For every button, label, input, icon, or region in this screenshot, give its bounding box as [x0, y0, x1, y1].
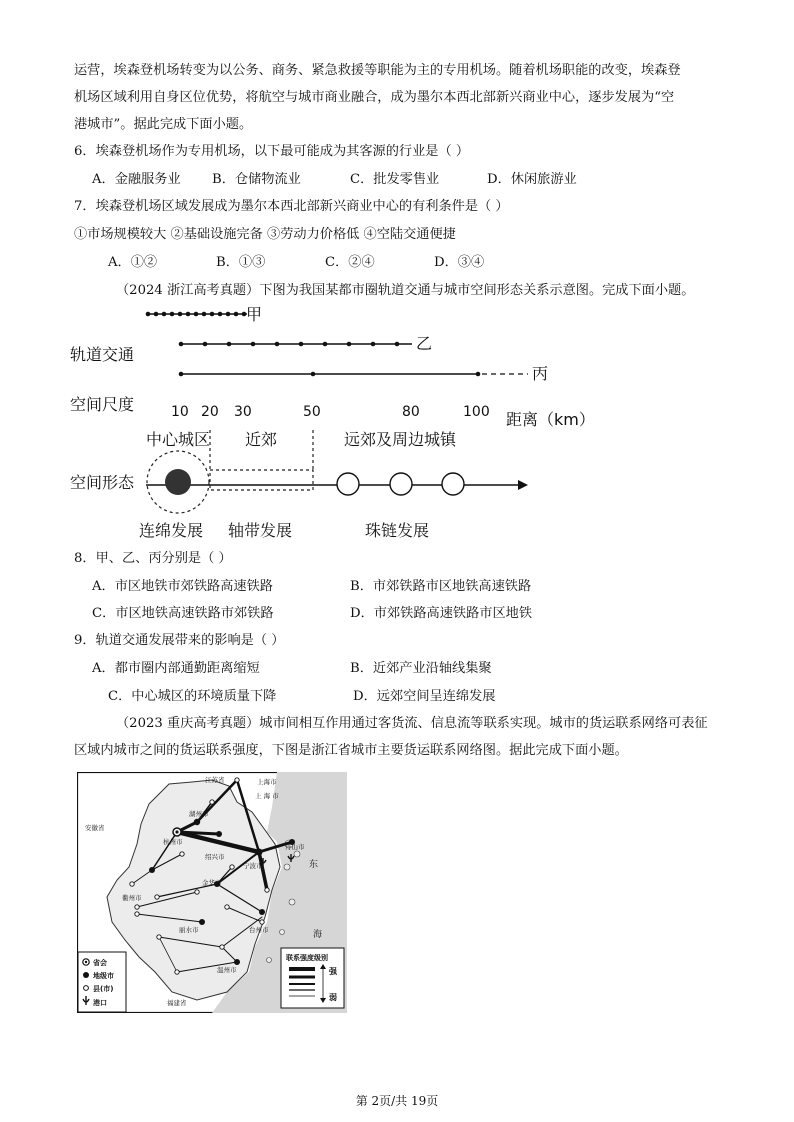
- zone-near: 近郊: [245, 430, 278, 449]
- rail-station-1: [347, 342, 352, 347]
- label-shaoxing: 绍兴市: [205, 853, 225, 861]
- rail-station-1: [371, 342, 376, 347]
- zhejiang-freight-map: [77, 772, 347, 1013]
- label-rail: 轨道交通: [70, 345, 135, 364]
- label-wenzhou: 温州市: [217, 966, 237, 974]
- strength-legend: [281, 948, 344, 1008]
- tick-80: 80: [402, 404, 420, 420]
- outer-town-2: [390, 473, 412, 495]
- q6-option-a[interactable]: A．金融服务业: [92, 172, 181, 187]
- svg-text:强: 强: [329, 967, 337, 976]
- rail-station-0: [194, 312, 199, 317]
- rail-station-0: [210, 312, 215, 317]
- intro-line-1: 运营，埃森登机场转变为以公务、商务、紧急救援等职能为主的专用机场。随着机场职能的改变，埃森登: [74, 63, 681, 78]
- line-name-bing: 丙: [532, 364, 549, 383]
- page-footer: 第 2页/共 19页: [355, 1094, 439, 1108]
- form-axial: 轴带发展: [228, 521, 293, 540]
- q7-option-c[interactable]: C．②④: [325, 255, 375, 270]
- rail-station-0: [170, 312, 175, 317]
- q7-conditions: ①市场规模较大 ②基础设施完备 ③劳动力价格低 ④空陆交通便捷: [74, 227, 456, 242]
- svg-text:弱: 弱: [329, 993, 337, 1002]
- tick-10: 10: [171, 404, 189, 420]
- rail-station-0: [178, 312, 183, 317]
- label-fujian: 福建省: [167, 999, 187, 1007]
- legend-box: [78, 952, 126, 1012]
- label-sea: 海: [313, 930, 323, 940]
- label-east: 东: [309, 860, 319, 870]
- label-jiangsu: 江苏省: [205, 776, 225, 784]
- q9-option-d[interactable]: D．远郊空间呈连绵发展: [353, 689, 496, 704]
- rail-station-0: [186, 312, 191, 317]
- q8-option-a[interactable]: A．市区地铁市郊铁路高速铁路: [92, 579, 273, 594]
- q6-option-d[interactable]: D．休闲旅游业: [487, 172, 577, 187]
- intro3-line-1: （2023 重庆高考真题）城市间相互作用通过客货流、信息流等联系实现。城市的货运联系网络可表征: [116, 716, 708, 731]
- intro2: （2024 浙江高考真题）下图为我国某都市圈轨道交通与城市空间形态关系示意图。完成下面小题。: [116, 283, 695, 298]
- q6-option-c[interactable]: C．批发零售业: [350, 172, 440, 187]
- intro-line-3: 港城市”。据此完成下面小题。: [74, 117, 253, 132]
- label-scale: 空间尺度: [70, 395, 135, 414]
- rail-station-0: [218, 312, 223, 317]
- near-suburb-box: [210, 470, 313, 490]
- axis-label: 距离（km）: [506, 410, 595, 429]
- q6-stem: 6．埃森登机场作为专用机场，以下最可能成为其客源的行业是（ ）: [74, 144, 470, 159]
- zone-center: 中心城区: [146, 430, 211, 449]
- q8-option-b[interactable]: B．市郊铁路市区地铁高速铁路: [350, 579, 532, 594]
- rail-station-0: [162, 312, 167, 317]
- q9-option-a[interactable]: A．都市圈内部通勤距离缩短: [92, 661, 260, 676]
- q9-stem: 9．轨道交通发展带来的影响是（ ）: [74, 633, 285, 648]
- label-ningbo: 宁波市: [243, 862, 263, 870]
- svg-text:联系强度级别: 联系强度级别: [286, 954, 328, 962]
- line-name-jia: 甲: [246, 305, 263, 324]
- label-zhoushan: 舟山市: [285, 843, 305, 851]
- form-axis-arrow: [518, 480, 528, 490]
- form-bead: 珠链发展: [365, 521, 430, 540]
- label-quzhou: 衢州市: [122, 894, 142, 902]
- rail-station-1: [203, 342, 208, 347]
- intro-line-2: 机场区域利用自身区位优势，将航空与城市商业融合，成为墨尔本西北部新兴商业中心，逐步发展为“空: [74, 90, 675, 105]
- rail-station-0: [146, 312, 151, 317]
- tick-100: 100: [463, 404, 490, 420]
- intro3-line-2: 区域内城市之间的货运联系强度，下图是浙江省城市主要货运联系网络图。据此完成下面小题。: [74, 743, 628, 758]
- q8-option-d[interactable]: D．市郊铁路高速铁路市区地铁: [350, 606, 533, 621]
- rail-station-1: [251, 342, 256, 347]
- q9-option-b[interactable]: B．近郊产业沿轴线集聚: [350, 661, 492, 676]
- svg-text:省会: 省会: [93, 959, 107, 967]
- line-name-yi: 乙: [416, 334, 433, 353]
- q8-stem: 8．甲、乙、丙分别是（ ）: [74, 551, 232, 566]
- rail-station-2: [476, 372, 481, 377]
- svg-text:港口: 港口: [93, 999, 107, 1007]
- rail-lines-group: [146, 312, 528, 377]
- svg-text:县(市): 县(市): [93, 985, 114, 993]
- q9-option-c[interactable]: C．中心城区的环境质量下降: [108, 689, 277, 704]
- svg-text:地级市: 地级市: [93, 972, 114, 980]
- center-core: [165, 469, 191, 495]
- q6-option-b[interactable]: B．仓储物流业: [212, 172, 301, 187]
- q7-option-d[interactable]: D．③④: [434, 255, 485, 270]
- label-shanghai-city: 上海市: [257, 778, 277, 786]
- rail-station-1: [275, 342, 280, 347]
- rail-station-1: [395, 342, 400, 347]
- q8-option-c[interactable]: C．市区地铁高速铁路市郊铁路: [92, 606, 274, 621]
- tick-20: 20: [201, 404, 219, 420]
- q7-option-b[interactable]: B．①③: [216, 255, 266, 270]
- tick-30: 30: [234, 404, 252, 420]
- q7-stem: 7．埃森登机场区域发展成为墨尔本西北部新兴商业中心的有利条件是（ ）: [74, 199, 509, 214]
- label-lishui: 丽水市: [179, 926, 199, 934]
- label-jinhua: 金华市: [202, 879, 222, 887]
- outer-town-1: [337, 473, 359, 495]
- rail-station-0: [226, 312, 231, 317]
- county-icon: [84, 986, 89, 991]
- label-taizhou: 台州市: [249, 926, 269, 934]
- rail-station-0: [234, 312, 239, 317]
- q7-option-a[interactable]: A．①②: [108, 255, 158, 270]
- prefecture-city-icon: [83, 972, 89, 978]
- rail-station-1: [227, 342, 232, 347]
- tick-50: 50: [303, 404, 321, 420]
- label-huzhou: 湖州市: [189, 810, 209, 818]
- rail-station-1: [323, 342, 328, 347]
- rail-station-2: [311, 372, 316, 377]
- rail-station-0: [202, 312, 207, 317]
- form-continuous: 连绵发展: [139, 521, 204, 540]
- label-anhui: 安徽省: [85, 824, 105, 832]
- label-hangzhou: 杭州市: [163, 838, 183, 846]
- label-form: 空间形态: [70, 473, 135, 492]
- rail-station-1: [299, 342, 304, 347]
- label-shanghai: 上 海 市: [255, 792, 279, 800]
- rail-station-0: [154, 312, 159, 317]
- rail-station-2: [179, 372, 184, 377]
- outer-town-3: [442, 473, 464, 495]
- rail-station-1: [179, 342, 184, 347]
- zone-outer: 远郊及周边城镇: [344, 430, 457, 449]
